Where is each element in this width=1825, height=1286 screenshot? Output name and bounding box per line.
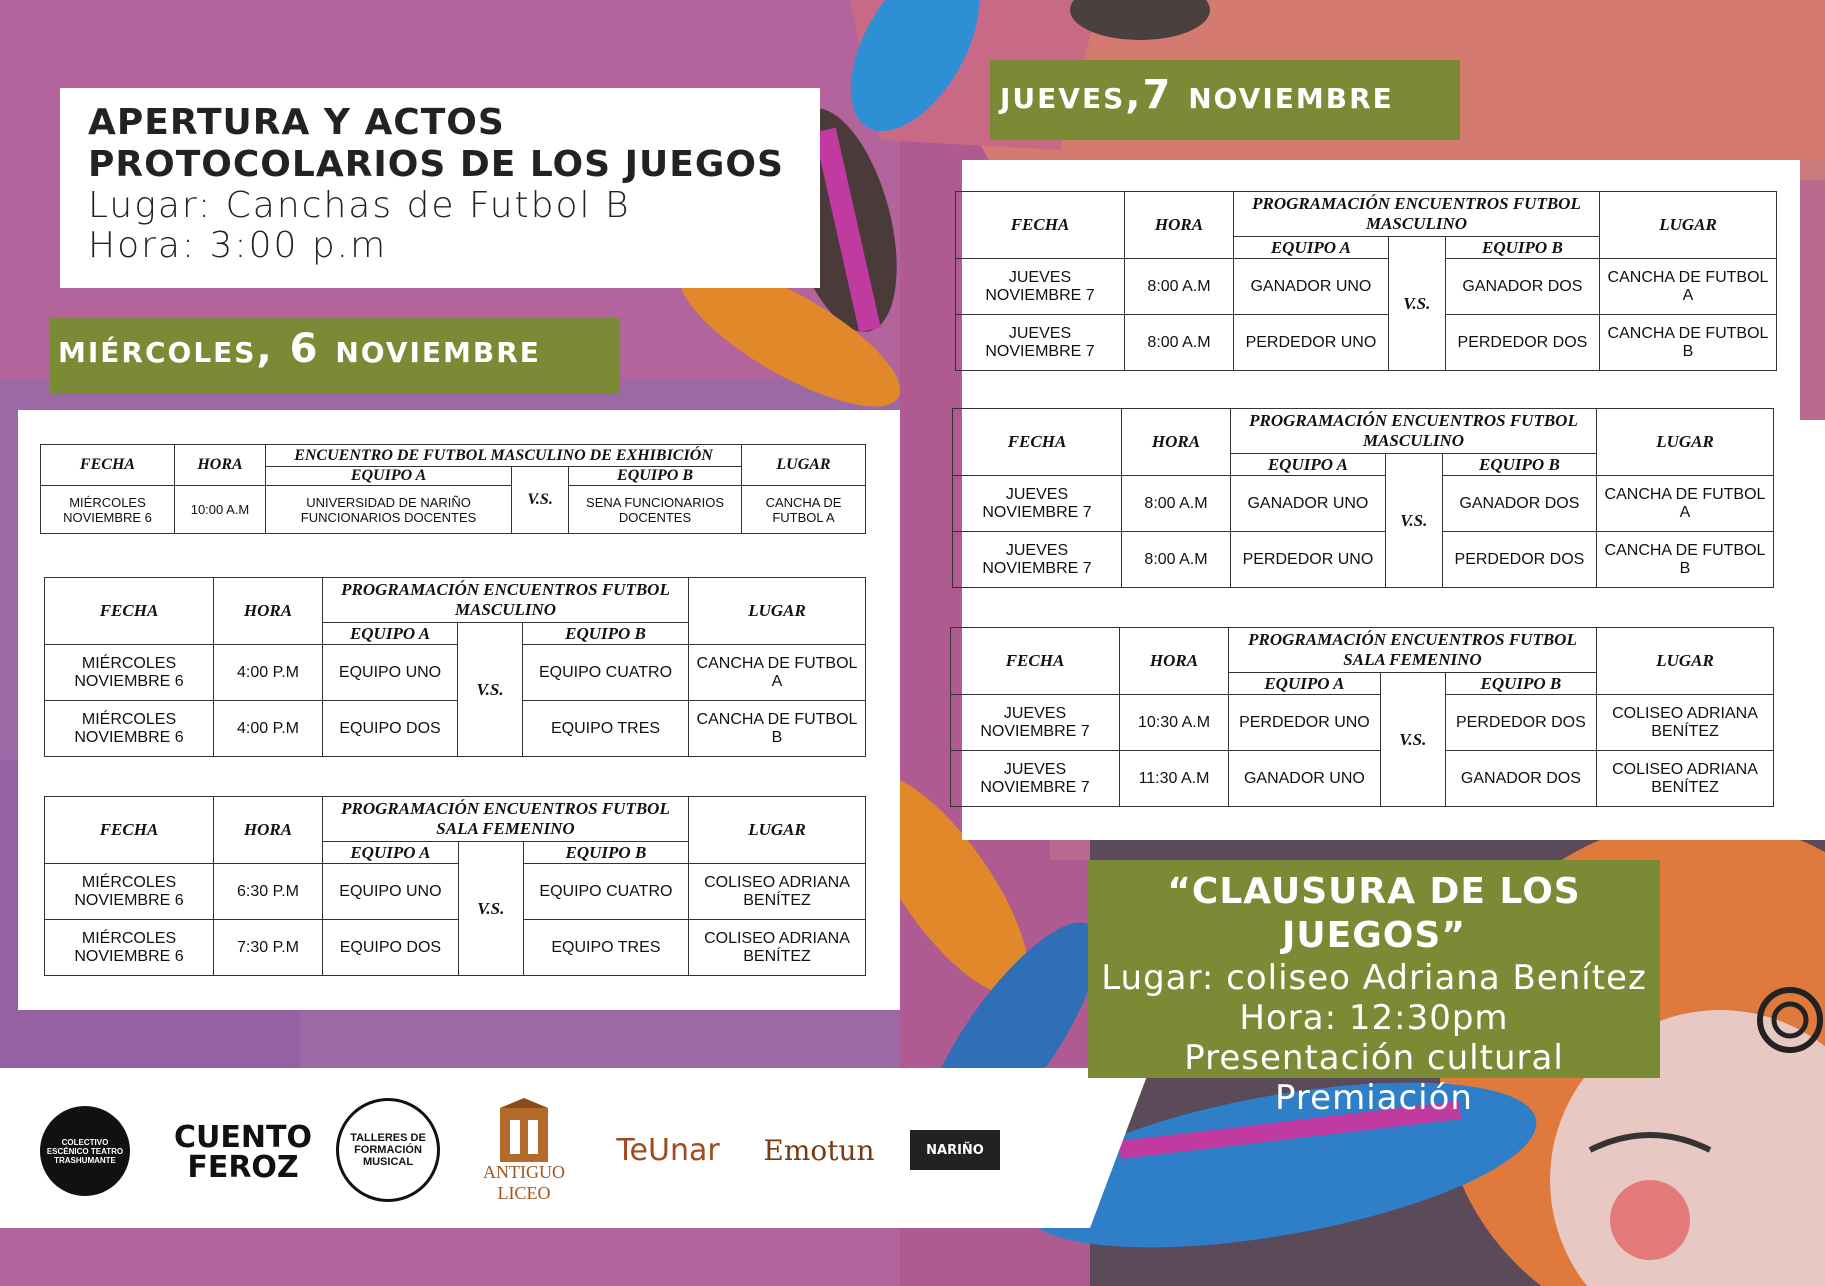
thu-fem-table — [950, 627, 1774, 807]
cell-hora: 11:30 A.M — [1120, 751, 1229, 807]
cell-fecha: MIÉRCOLES NOVIEMBRE 6 — [45, 645, 214, 701]
col-equipo-a: EQUIPO A — [1234, 237, 1389, 259]
thu-masc-table-1 — [955, 191, 1777, 371]
col-hora: HORA — [1120, 628, 1229, 695]
cell-lugar: CANCHA DE FUTBOL A — [689, 645, 866, 701]
opening-title: APERTURA Y ACTOS PROTOCOLARIOS DE LOS JUEGOS — [88, 102, 784, 185]
cell-lugar: CANCHA DE FUTBOL A — [1600, 259, 1777, 315]
col-lugar: LUGAR — [689, 797, 866, 864]
cell-hora: 10:30 A.M — [1120, 695, 1229, 751]
cell-lugar: CANCHA DE FUTBOL A — [1597, 476, 1774, 532]
cell-equipo-b: GANADOR DOS — [1442, 476, 1596, 532]
col-fecha: FECHA — [45, 578, 214, 645]
vs-label: V.S. — [1388, 237, 1445, 371]
building-icon — [496, 1098, 552, 1162]
col-equipo-a: EQUIPO A — [323, 842, 459, 864]
col-fecha: FECHA — [41, 445, 175, 486]
col-hora: HORA — [175, 445, 266, 486]
cell-fecha: MIÉRCOLES NOVIEMBRE 6 — [45, 701, 214, 757]
table-row — [45, 864, 866, 920]
logo-text: COLECTIVO ESCÉNICO TEATRO TRASHUMANTE — [46, 1137, 124, 1165]
col-equipo-a: EQUIPO A — [323, 623, 458, 645]
cell-hora: 8:00 A.M — [1122, 532, 1231, 588]
day-heading-wednesday: miércoles, 6 noviembre — [58, 326, 541, 372]
col-equipo-a: EQUIPO A — [1231, 454, 1386, 476]
vs-label: V.S. — [512, 467, 569, 534]
thu-masc-table-2 — [952, 408, 1774, 588]
col-lugar: LUGAR — [742, 445, 866, 486]
opening-time: Hora: 3:00 p.m — [88, 225, 388, 266]
table-row — [45, 645, 866, 701]
col-equipo-b: EQUIPO B — [523, 623, 689, 645]
col-equipo-a: EQUIPO A — [266, 467, 512, 486]
cell-equipo-b: EQUIPO CUATRO — [523, 645, 689, 701]
table-row — [45, 920, 866, 976]
cell-lugar: CANCHA DE FUTBOL B — [1597, 532, 1774, 588]
cell-lugar: CANCHA DE FUTBOL B — [689, 701, 866, 757]
col-equipo-b: EQUIPO B — [569, 467, 742, 486]
closing-box — [1088, 860, 1660, 1118]
cell-equipo-a: PERDEDOR UNO — [1229, 695, 1381, 751]
closing-line: Hora: 12:30pm — [1239, 998, 1509, 1038]
cell-equipo-a: PERDEDOR UNO — [1231, 532, 1386, 588]
cell-fecha: MIÉRCOLES NOVIEMBRE 6 — [41, 486, 175, 534]
col-lugar: LUGAR — [1597, 628, 1774, 695]
closing-line: Presentación cultural — [1184, 1038, 1564, 1078]
closing-line: Premiación — [1275, 1078, 1473, 1118]
cell-hora: 8:00 A.M — [1125, 315, 1234, 371]
vs-label: V.S. — [1380, 673, 1445, 807]
cell-equipo-b: GANADOR DOS — [1445, 751, 1596, 807]
col-lugar: LUGAR — [689, 578, 866, 645]
table-title: PROGRAMACIÓN ENCUENTROS FUTBOL MASCULINO — [1231, 409, 1597, 454]
col-equipo-b: EQUIPO B — [523, 842, 688, 864]
table-row — [953, 532, 1774, 588]
cell-fecha: JUEVES NOVIEMBRE 7 — [951, 751, 1120, 807]
wed-fem-table — [44, 796, 866, 976]
col-equipo-b: EQUIPO B — [1445, 237, 1599, 259]
cell-hora: 8:00 A.M — [1125, 259, 1234, 315]
table-row — [45, 701, 866, 757]
logo-text: Emotun — [763, 1133, 875, 1167]
vs-label: V.S. — [458, 623, 523, 757]
col-lugar: LUGAR — [1600, 192, 1777, 259]
table-row — [956, 259, 1777, 315]
col-fecha: FECHA — [953, 409, 1122, 476]
colectivo-escenico-logo — [40, 1106, 130, 1196]
table-title: PROGRAMACIÓN ENCUENTROS FUTBOL MASCULINO — [323, 578, 689, 623]
cell-hora: 8:00 A.M — [1122, 476, 1231, 532]
table-title: PROGRAMACIÓN ENCUENTROS FUTBOL MASCULINO — [1234, 192, 1600, 237]
table-row — [951, 695, 1774, 751]
table-row — [956, 315, 1777, 371]
cell-hora: 6:30 P.M — [214, 864, 323, 920]
exhibition-table — [40, 444, 866, 534]
vs-label: V.S. — [1385, 454, 1442, 588]
cell-equipo-a: EQUIPO UNO — [323, 645, 458, 701]
col-equipo-b: EQUIPO B — [1442, 454, 1596, 476]
cell-lugar: COLISEO ADRIANA BENÍTEZ — [1597, 695, 1774, 751]
cell-fecha: MIÉRCOLES NOVIEMBRE 6 — [45, 864, 214, 920]
cuento-feroz-logo — [168, 1116, 318, 1190]
cell-equipo-a: GANADOR UNO — [1234, 259, 1389, 315]
day-heading-thursday: jueves,7 noviembre — [1000, 72, 1394, 118]
col-fecha: FECHA — [45, 797, 214, 864]
cell-equipo-a: EQUIPO DOS — [323, 920, 459, 976]
cell-lugar: COLISEO ADRIANA BENÍTEZ — [689, 920, 866, 976]
opening-box — [60, 88, 820, 288]
vs-label: V.S. — [458, 842, 523, 976]
cell-equipo-b: SENA FUNCIONARIOS DOCENTES — [569, 486, 742, 534]
talleres-musical-logo — [336, 1098, 440, 1202]
logo-text: TeUnar — [616, 1132, 720, 1168]
emotun-logo — [756, 1110, 882, 1190]
cell-equipo-b: PERDEDOR DOS — [1445, 695, 1596, 751]
table-title: PROGRAMACIÓN ENCUENTROS FUTBOL SALA FEMENINO — [1229, 628, 1597, 673]
col-equipo-a: EQUIPO A — [1229, 673, 1381, 695]
opening-place: Lugar: Canchas de Futbol B — [88, 185, 631, 226]
cell-hora: 4:00 P.M — [214, 645, 323, 701]
col-fecha: FECHA — [951, 628, 1120, 695]
logo-text: NARIÑO — [926, 1142, 984, 1158]
table-row — [951, 751, 1774, 807]
cell-hora: 4:00 P.M — [214, 701, 323, 757]
cell-equipo-a: PERDEDOR UNO — [1234, 315, 1389, 371]
cell-hora: 7:30 P.M — [214, 920, 323, 976]
cell-fecha: JUEVES NOVIEMBRE 7 — [953, 532, 1122, 588]
col-hora: HORA — [1125, 192, 1234, 259]
narino-logo — [910, 1130, 1000, 1170]
cell-equipo-a: EQUIPO DOS — [323, 701, 458, 757]
wed-masc-table — [44, 577, 866, 757]
antiguo-liceo-logo — [474, 1086, 574, 1216]
cell-equipo-b: EQUIPO TRES — [523, 701, 689, 757]
cell-equipo-b: EQUIPO TRES — [523, 920, 688, 976]
closing-line: Lugar: coliseo Adriana Benítez — [1101, 958, 1647, 998]
logo-text: CUENTO FEROZ — [174, 1120, 312, 1185]
table-row — [953, 476, 1774, 532]
col-hora: HORA — [214, 578, 323, 645]
table-title: ENCUENTRO DE FUTBOL MASCULINO DE EXHIBICIÓN — [266, 445, 742, 467]
col-lugar: LUGAR — [1597, 409, 1774, 476]
cell-lugar: COLISEO ADRIANA BENÍTEZ — [689, 864, 866, 920]
cell-equipo-b: PERDEDOR DOS — [1445, 315, 1599, 371]
sponsor-logos — [0, 1068, 1090, 1228]
cell-lugar: CANCHA DE FUTBOL B — [1600, 315, 1777, 371]
cell-hora: 10:00 A.M — [175, 486, 266, 534]
cell-equipo-b: EQUIPO CUATRO — [523, 864, 688, 920]
col-fecha: FECHA — [956, 192, 1125, 259]
cell-equipo-a: UNIVERSIDAD DE NARIÑO FUNCIONARIOS DOCENTES — [266, 486, 512, 534]
cell-fecha: JUEVES NOVIEMBRE 7 — [956, 315, 1125, 371]
cell-lugar: COLISEO ADRIANA BENÍTEZ — [1597, 751, 1774, 807]
col-hora: HORA — [214, 797, 323, 864]
cell-equipo-a: EQUIPO UNO — [323, 864, 459, 920]
cell-fecha: JUEVES NOVIEMBRE 7 — [951, 695, 1120, 751]
cell-lugar: CANCHA DE FUTBOL A — [742, 486, 866, 534]
teunar-logo — [598, 1120, 738, 1180]
cell-fecha: JUEVES NOVIEMBRE 7 — [953, 476, 1122, 532]
cell-equipo-a: GANADOR UNO — [1229, 751, 1381, 807]
closing-title: “CLAUSURA DE LOS JUEGOS” — [1167, 871, 1581, 956]
logo-text: TALLERES DE FORMACIÓN MUSICAL — [350, 1132, 426, 1168]
col-hora: HORA — [1122, 409, 1231, 476]
cell-equipo-a: GANADOR UNO — [1231, 476, 1386, 532]
cell-equipo-b: PERDEDOR DOS — [1442, 532, 1596, 588]
col-equipo-b: EQUIPO B — [1445, 673, 1596, 695]
cell-fecha: MIÉRCOLES NOVIEMBRE 6 — [45, 920, 214, 976]
logo-text: ANTIGUO LICEO — [483, 1162, 565, 1203]
cell-equipo-b: GANADOR DOS — [1445, 259, 1599, 315]
cell-fecha: JUEVES NOVIEMBRE 7 — [956, 259, 1125, 315]
table-title: PROGRAMACIÓN ENCUENTROS FUTBOL SALA FEMENINO — [323, 797, 689, 842]
